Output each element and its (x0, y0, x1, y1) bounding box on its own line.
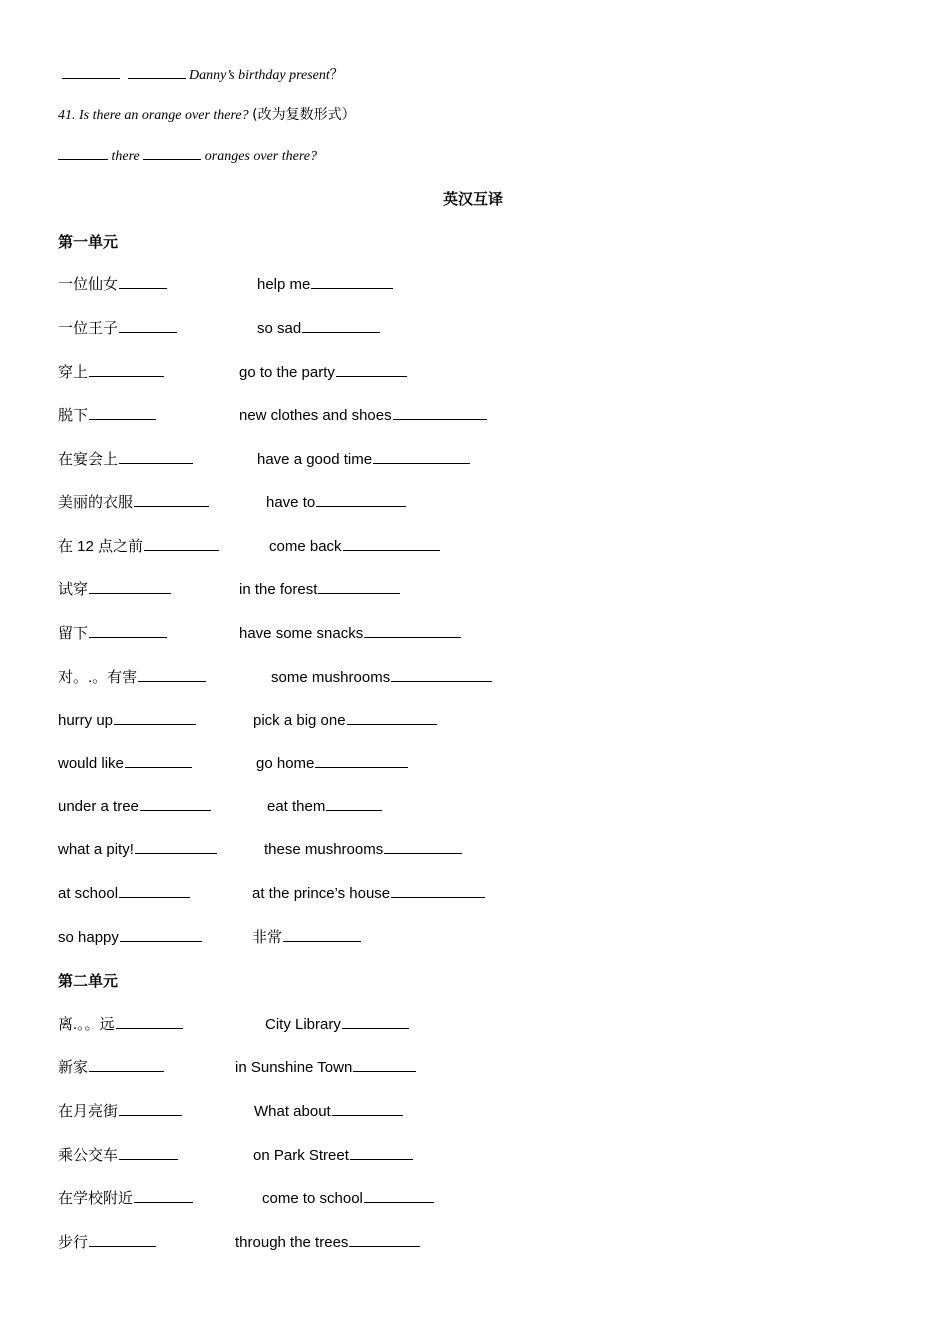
unit1-left-10 (58, 666, 206, 687)
unit1-left-7 (58, 535, 219, 556)
answer-blank[interactable] (119, 317, 177, 333)
answer-blank[interactable] (143, 145, 201, 160)
fill-line-danny (62, 64, 344, 84)
answer-blank[interactable] (120, 926, 202, 942)
vocab-term: some mushrooms (271, 669, 391, 686)
unit2-right-4 (253, 1144, 413, 1164)
vocab-term: new clothes and shoes (239, 407, 392, 424)
vocab-term: in Sunshine Town (235, 1059, 353, 1076)
answer-blank[interactable] (336, 361, 407, 377)
vocab-term: would like (58, 755, 124, 772)
vocab-term: What about (254, 1103, 331, 1120)
answer-blank[interactable] (349, 1231, 420, 1247)
vocab-term: 一位王子 (58, 320, 119, 337)
answer-blank[interactable] (134, 491, 209, 507)
unit1-left-16 (58, 926, 202, 946)
unit1-right-11 (253, 709, 437, 729)
unit1-heading: 第一单元 (58, 233, 119, 251)
unit1-left-9 (58, 622, 167, 643)
answer-blank[interactable] (140, 795, 211, 811)
question-instruction: (改为复数形式） (252, 107, 356, 123)
question-mark: ？ (329, 67, 344, 83)
vocab-term: 脱下 (58, 407, 89, 424)
answer-blank[interactable] (353, 1056, 416, 1072)
answer-blank[interactable] (89, 1056, 164, 1072)
answer-blank[interactable] (316, 491, 406, 507)
unit1-left-12 (58, 752, 192, 772)
vocab-term: so sad (257, 320, 302, 337)
answer-blank[interactable] (62, 64, 120, 79)
vocab-term: at the prince’s house (252, 885, 391, 902)
vocab-term: through the trees (235, 1234, 349, 1251)
answer-blank[interactable] (318, 578, 400, 594)
vocab-term: go to the party (239, 364, 335, 381)
unit1-right-10 (271, 666, 492, 686)
unit1-right-9 (239, 622, 461, 642)
answer-blank[interactable] (364, 1187, 434, 1203)
answer-blank[interactable] (384, 838, 462, 854)
vocab-term: under a tree (58, 798, 139, 815)
answer-blank[interactable] (311, 273, 393, 289)
line-word: there (111, 149, 140, 164)
question-text: 41. Is there an orange over there? (58, 108, 253, 123)
unit2-right-1 (265, 1013, 409, 1033)
unit1-right-12 (256, 752, 408, 772)
vocab-term: go home (256, 755, 315, 772)
unit1-left-5 (58, 448, 193, 469)
vocab-term: 对。.。有害 (58, 669, 138, 686)
unit2-left-2 (58, 1056, 164, 1077)
unit1-right-2 (257, 317, 380, 337)
answer-blank[interactable] (391, 666, 492, 682)
answer-blank[interactable] (350, 1144, 413, 1160)
vocab-term: what a pity! (58, 841, 134, 858)
unit1-left-6 (58, 491, 209, 512)
unit1-left-13 (58, 795, 211, 815)
answer-blank[interactable] (393, 404, 487, 420)
unit2-left-6 (58, 1231, 156, 1252)
vocab-term: pick a big one (253, 712, 346, 729)
answer-blank[interactable] (342, 1013, 409, 1029)
answer-blank[interactable] (89, 1231, 156, 1247)
unit1-left-14 (58, 838, 217, 858)
unit1-left-1 (58, 273, 167, 294)
question-41 (58, 104, 356, 124)
unit1-left-11 (58, 709, 196, 729)
vocab-term: 在 12 点之前 (58, 538, 144, 555)
vocab-term: have a good time (257, 451, 373, 468)
unit2-left-1 (58, 1013, 183, 1034)
unit1-left-3 (58, 361, 164, 382)
vocab-term: help me (257, 276, 311, 293)
unit1-right-1 (257, 273, 393, 293)
answer-blank[interactable] (283, 926, 361, 942)
answer-blank[interactable] (125, 752, 192, 768)
unit1-left-15 (58, 882, 190, 902)
unit1-left-2 (58, 317, 177, 338)
unit1-left-8 (58, 578, 171, 599)
answer-blank[interactable] (332, 1100, 403, 1116)
vocab-term: so happy (58, 929, 119, 946)
answer-blank[interactable] (114, 709, 196, 725)
vocab-term: 步行 (58, 1234, 89, 1251)
answer-blank[interactable] (89, 578, 171, 594)
vocab-term: have some snacks (239, 625, 364, 642)
answer-blank[interactable] (119, 1100, 182, 1116)
unit1-right-14 (264, 838, 462, 858)
answer-blank[interactable] (128, 64, 186, 79)
answer-blank[interactable] (89, 404, 156, 420)
vocab-term: come back (269, 538, 342, 555)
unit2-right-3 (254, 1100, 403, 1120)
vocab-term: 在学校附近 (58, 1190, 134, 1207)
answer-blank[interactable] (116, 1013, 183, 1029)
unit2-right-6 (235, 1231, 420, 1251)
answer-blank[interactable] (89, 361, 164, 377)
vocab-term: 乘公交车 (58, 1147, 119, 1164)
unit1-right-13 (267, 795, 382, 815)
unit2-left-4 (58, 1144, 178, 1165)
unit2-heading: 第二单元 (58, 972, 119, 990)
unit2-right-5 (262, 1187, 434, 1207)
page-title: 英汉互译 (443, 190, 504, 208)
answer-blank[interactable] (58, 145, 108, 160)
unit1-right-7 (269, 535, 440, 555)
answer-blank[interactable] (119, 1144, 178, 1160)
vocab-term: 美丽的衣服 (58, 494, 134, 511)
answer-blank[interactable] (119, 273, 167, 289)
answer-blank[interactable] (144, 535, 219, 551)
vocab-term: in the forest (239, 581, 318, 598)
line-text: Danny’s birthday present (189, 68, 330, 83)
vocab-term: at school (58, 885, 119, 902)
answer-blank[interactable] (315, 752, 408, 768)
answer-blank[interactable] (391, 882, 485, 898)
vocab-term: these mushrooms (264, 841, 384, 858)
unit1-right-15 (252, 882, 485, 902)
answer-blank[interactable] (302, 317, 380, 333)
answer-blank[interactable] (373, 448, 470, 464)
answer-blank[interactable] (135, 838, 217, 854)
vocab-term: come to school (262, 1190, 363, 1207)
unit1-right-5 (257, 448, 470, 468)
unit2-left-3 (58, 1100, 182, 1121)
vocab-term: 试穿 (58, 581, 89, 598)
vocab-term: on Park Street (253, 1147, 349, 1164)
unit1-right-8 (239, 578, 400, 598)
unit1-right-3 (239, 361, 407, 381)
vocab-term: 留下 (58, 625, 89, 642)
unit2-right-2 (235, 1056, 416, 1076)
vocab-term: City Library (265, 1016, 341, 1033)
vocab-term: 在宴会上 (58, 451, 119, 468)
vocab-term: 非常 (252, 929, 283, 946)
vocab-term: 一位仙女 (58, 276, 119, 293)
fill-line-oranges (58, 145, 317, 165)
answer-blank[interactable] (138, 666, 206, 682)
vocab-term: 离.。。远 (58, 1016, 115, 1033)
unit1-right-6 (266, 491, 406, 511)
answer-blank[interactable] (89, 622, 167, 638)
unit1-right-4 (239, 404, 487, 424)
line-text: oranges over there? (204, 149, 317, 164)
vocab-term: hurry up (58, 712, 114, 729)
unit1-left-4 (58, 404, 156, 425)
vocab-term: have to (266, 494, 316, 511)
answer-blank[interactable] (343, 535, 440, 551)
answer-blank[interactable] (347, 709, 437, 725)
answer-blank[interactable] (134, 1187, 193, 1203)
answer-blank[interactable] (326, 795, 382, 811)
answer-blank[interactable] (364, 622, 461, 638)
answer-blank[interactable] (119, 448, 193, 464)
vocab-term: eat them (267, 798, 326, 815)
unit2-left-5 (58, 1187, 193, 1208)
vocab-term: 新家 (58, 1059, 89, 1076)
unit1-right-16 (252, 926, 361, 947)
vocab-term: 穿上 (58, 364, 89, 381)
answer-blank[interactable] (119, 882, 190, 898)
vocab-term: 在月亮街 (58, 1103, 119, 1120)
